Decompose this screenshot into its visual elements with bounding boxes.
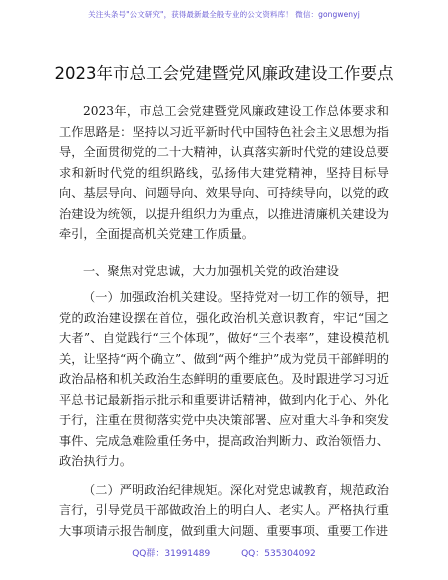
section-heading: 一、聚焦对党忠诚，大力加强机关党的政治建设: [83, 263, 339, 278]
footer-qq-group: QQ群：31991489: [132, 549, 211, 559]
paragraph-2: （二）严明政治纪律规矩。深化对党忠诚教育，规范政治言行，引导党员干部做政治上的明白人、老实人。严格执行重大事项请示报告制度，做到重大问题、重要事项、重要工作进: [59, 482, 389, 538]
paragraph-1: （一）加强政治机关建设。坚持党对一切工作的领导，把党的政治建设摆在首位，强化政治机关意识教育，牢记“国之大者”、自觉践行“三个体现”，做好“三个表率”，建设模范机关，让坚持“两个确立”、做到“两个维护”成为党员干部鲜明的政治品格和机关政治生态鲜明的重要底色。及时跟进学习习近平总书记最新指示批示和重要讲话精神，做到内化于心、外化于行，注重在贯彻落实党中央决策部署、应对重大斗争和突发事件、完成急难险重任务中，提高政治判断力、政治领悟力、政治执行力。: [59, 290, 389, 468]
top-banner: 关注头条号"公文研究"，获得最新最全般专业的公文资料库！ 微信：gongwenyj: [88, 10, 360, 19]
intro-paragraph: 2023年，市总工会党建暨党风廉政建设工作总体要求和工作思路是：坚持以习近平新时代中国特色社会主义思想为指导，全面贯彻党的二十大精神，认真落实新时代党的建设总要求和新时代党的组织路线，弘扬伟大建党精神，坚持目标导向、基层导向、问题导向、效果导向、可持续导向，以党的政治建设为统领，以提升组织力为重点，以推进清廉机关建设为牵引，全面提高机关党建工作质量。: [59, 104, 389, 241]
spacer: [59, 245, 389, 253]
footer: [0, 546, 448, 559]
document-body: [59, 101, 389, 541]
document-title: 2023年市总工会党建暨党风廉政建设工作要点: [54, 64, 394, 83]
spacer: [59, 472, 389, 480]
footer-qq: QQ：535304092: [241, 549, 316, 559]
